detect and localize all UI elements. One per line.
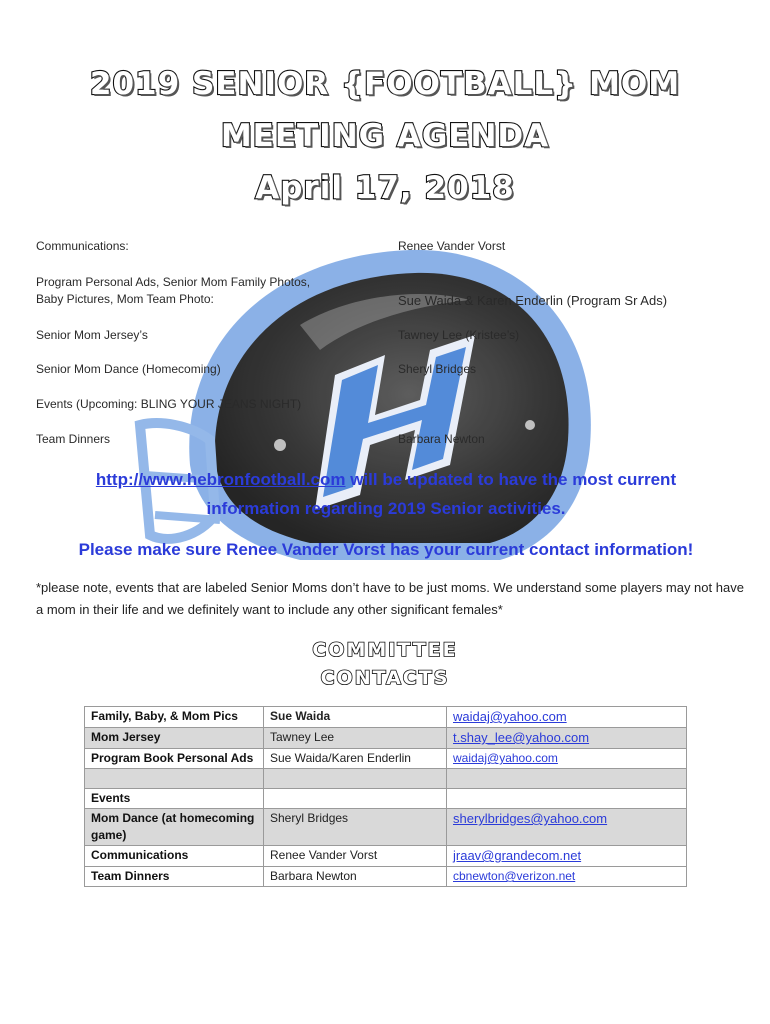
update-line-1	[36, 465, 736, 494]
agenda-topic: Communications:	[36, 239, 129, 253]
agenda-topic: Team Dinners	[36, 432, 111, 446]
contact-role: Communications	[85, 846, 264, 867]
title-date: April 17, 2018	[255, 170, 515, 206]
contact-name: Barbara Newton	[264, 867, 447, 887]
table-row	[85, 707, 687, 728]
title-line-2: MEETING AGENDA	[220, 118, 550, 154]
contact-email-cell	[447, 707, 687, 728]
table-row	[85, 749, 687, 769]
committee-heading-line-1: COMMITTEE	[312, 639, 458, 661]
contact-name: Sheryl Bridges	[264, 809, 447, 846]
contact-name	[264, 769, 447, 789]
update-line-1-rest: will be updated to have the most current	[345, 470, 677, 489]
contact-role: Family, Baby, & Mom Pics	[85, 707, 264, 728]
contact-email-link[interactable]: waidaj@yahoo.com	[453, 751, 558, 765]
agenda-person: Sheryl Bridges	[398, 362, 477, 376]
committee-heading	[0, 636, 770, 692]
website-link[interactable]: http://www.hebronfootball.com	[95, 470, 346, 489]
table-row	[85, 728, 687, 749]
contact-email-cell	[447, 809, 687, 846]
contact-email-link[interactable]: cbnewton@verizon.net	[453, 869, 576, 883]
agenda-person: Renee Vander Vorst	[398, 239, 506, 253]
committee-heading-line-2: CONTACTS	[320, 667, 450, 689]
committee-contacts-table	[84, 706, 687, 887]
title-line-1: 2019 SENIOR {FOOTBALL} MOM	[89, 66, 681, 102]
website-update-message	[36, 465, 736, 523]
contact-email-link[interactable]: waidaj@yahoo.com	[453, 709, 567, 724]
contact-email-link[interactable]: sherylbridges@yahoo.com	[453, 811, 608, 826]
agenda-topic: Events (Upcoming: BLING YOUR JEANS NIGHT)	[36, 397, 302, 411]
contact-name: Sue Waida/Karen Enderlin	[264, 749, 447, 769]
agenda-person	[398, 292, 738, 310]
contact-role: Team Dinners	[85, 867, 264, 887]
table-row	[85, 846, 687, 867]
contact-email-cell	[447, 728, 687, 749]
contact-role: Mom Jersey	[85, 728, 264, 749]
agenda-person-text: Sue Waida & Karen Enderlin (Program Sr Ads)	[398, 293, 668, 308]
contact-email-cell	[447, 867, 687, 887]
contact-name: Sue Waida	[264, 707, 447, 728]
agenda-topic: Senior Mom Jersey’s	[36, 328, 148, 342]
agenda-person: Barbara Newton	[398, 432, 485, 446]
contact-email-cell	[447, 769, 687, 789]
table-row	[85, 809, 687, 846]
page-title	[0, 58, 770, 214]
contact-email-link[interactable]: jraav@grandecom.net	[453, 848, 582, 863]
contact-role: Events	[85, 789, 264, 809]
table-row	[85, 789, 687, 809]
agenda-topic: Senior Mom Dance (Homecoming)	[36, 362, 221, 376]
contact-name: Tawney Lee	[264, 728, 447, 749]
contact-name: Renee Vander Vorst	[264, 846, 447, 867]
contact-email-cell	[447, 749, 687, 769]
contact-email-cell	[447, 846, 687, 867]
note-text: *please note, events that are labeled Senior Moms don’t have to be just moms. We understand some players may not have a mom in their life and we definitely want to include any other significant females*	[36, 580, 744, 617]
contact-name	[264, 789, 447, 809]
update-line-2: information regarding 2019 Senior activities.	[206, 499, 566, 518]
contact-email-link[interactable]: t.shay_lee@yahoo.com	[453, 730, 590, 745]
table-row	[85, 867, 687, 887]
agenda-topic: Program Personal Ads, Senior Mom Family Photos, Baby Pictures, Mom Team Photo:	[36, 275, 311, 306]
contact-info-message: Please make sure Renee Vander Vorst has your current contact information!	[78, 540, 694, 559]
contact-email-cell	[447, 789, 687, 809]
agenda-person: Tawney Lee (Kristee’s)	[398, 328, 520, 342]
contact-role: Mom Dance (at homecoming game)	[85, 809, 264, 846]
contact-role	[85, 769, 264, 789]
contact-role: Program Book Personal Ads	[85, 749, 264, 769]
table-row	[85, 769, 687, 789]
